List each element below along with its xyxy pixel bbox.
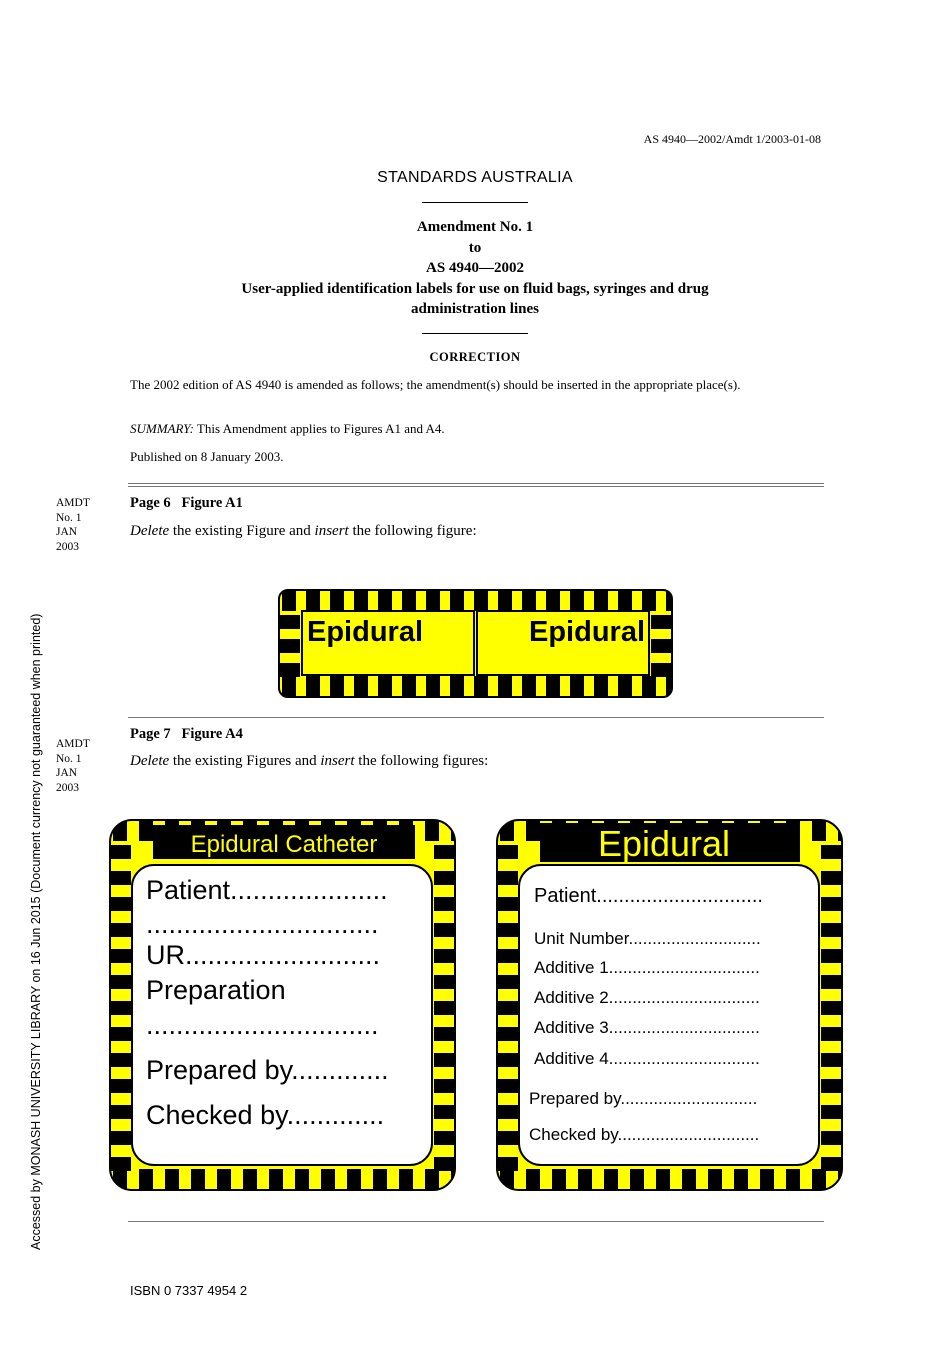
border-stripe bbox=[434, 1131, 456, 1145]
border-stripe bbox=[109, 1131, 131, 1145]
section-rule bbox=[128, 483, 824, 484]
summary-label: SUMMARY: bbox=[130, 421, 194, 436]
figure-a1-epidural-label bbox=[278, 589, 673, 698]
published-date: Published on 8 January 2003. bbox=[130, 449, 284, 464]
border-stripe bbox=[821, 949, 843, 963]
border-stripe bbox=[656, 1169, 670, 1191]
border-stripe bbox=[522, 589, 536, 611]
border-stripe bbox=[642, 676, 656, 698]
unit-number-field: Unit Number............................ bbox=[534, 929, 761, 948]
amendment-title bbox=[130, 217, 820, 320]
section-rule bbox=[128, 717, 824, 718]
border-stripe bbox=[496, 897, 518, 911]
additive-3-field: Additive 3................................ bbox=[534, 1018, 760, 1037]
border-stripe bbox=[282, 589, 296, 611]
title-line: Amendment No. 1 bbox=[416, 219, 534, 235]
border-stripe bbox=[399, 1169, 413, 1191]
additive-1-field: Additive 1................................ bbox=[534, 958, 760, 977]
border-stripe bbox=[496, 1079, 518, 1093]
border-stripe bbox=[109, 871, 131, 885]
border-stripe bbox=[109, 1105, 131, 1119]
divider bbox=[422, 202, 528, 203]
border-stripe bbox=[425, 1169, 439, 1191]
margin-line: JAN bbox=[56, 767, 78, 779]
border-stripe bbox=[434, 1157, 456, 1171]
instruction-text: the following figures: bbox=[354, 753, 489, 769]
border-stripe bbox=[434, 845, 456, 859]
border-stripe bbox=[594, 589, 608, 611]
border-stripe bbox=[618, 589, 632, 611]
border-stripe bbox=[282, 676, 296, 698]
border-stripe bbox=[354, 676, 368, 698]
border-stripe bbox=[496, 845, 518, 859]
border-stripe bbox=[330, 589, 344, 611]
border-stripe bbox=[496, 1157, 518, 1171]
border-stripe bbox=[434, 975, 456, 989]
border-stripe bbox=[295, 1169, 309, 1191]
preparation-field-continued: ............................... bbox=[146, 1010, 379, 1040]
border-stripe bbox=[526, 1169, 540, 1191]
border-stripe bbox=[109, 975, 131, 989]
border-stripe bbox=[113, 819, 127, 841]
border-stripe bbox=[821, 897, 843, 911]
border-stripe bbox=[570, 589, 584, 611]
border-stripe bbox=[109, 949, 131, 963]
border-stripe bbox=[496, 871, 518, 885]
border-stripe bbox=[594, 676, 608, 698]
margin-line: 2003 bbox=[56, 781, 79, 794]
border-stripe bbox=[425, 819, 439, 841]
margin-line: AMDT bbox=[56, 738, 90, 750]
border-stripe bbox=[434, 923, 456, 937]
border-stripe bbox=[496, 975, 518, 989]
margin-line: 2003 bbox=[56, 540, 79, 553]
amendment-margin-note bbox=[56, 496, 90, 554]
border-stripe bbox=[821, 871, 843, 885]
border-stripe bbox=[496, 1053, 518, 1067]
border-stripe bbox=[278, 663, 300, 677]
border-stripe bbox=[354, 589, 368, 611]
border-stripe bbox=[821, 1079, 843, 1093]
border-stripe bbox=[500, 819, 514, 841]
border-stripe bbox=[642, 589, 656, 611]
border-stripe bbox=[450, 589, 464, 611]
border-stripe bbox=[498, 589, 512, 611]
instruction-text: the existing Figures and bbox=[169, 753, 321, 769]
epidural-label-text: Epidural bbox=[307, 616, 424, 648]
border-stripe bbox=[812, 1169, 826, 1191]
border-stripe bbox=[496, 1027, 518, 1041]
epidural-title: Epidural bbox=[597, 823, 731, 864]
border-stripe bbox=[113, 1169, 127, 1191]
border-stripe bbox=[434, 897, 456, 911]
border-stripe bbox=[821, 1157, 843, 1171]
ur-field: UR.......................... bbox=[146, 940, 381, 970]
border-stripe bbox=[604, 1169, 618, 1191]
border-stripe bbox=[546, 589, 560, 611]
border-stripe bbox=[821, 1027, 843, 1041]
margin-line: No. 1 bbox=[56, 752, 82, 765]
border-stripe bbox=[139, 1169, 153, 1191]
border-stripe bbox=[651, 663, 673, 677]
border-stripe bbox=[522, 676, 536, 698]
title-line: administration lines bbox=[411, 301, 539, 317]
border-stripe bbox=[812, 819, 826, 841]
border-stripe bbox=[651, 639, 673, 653]
border-stripe bbox=[474, 676, 488, 698]
epidural-label-text: Epidural bbox=[528, 616, 645, 648]
border-stripe bbox=[278, 615, 300, 629]
figure-a4-epidural-label bbox=[496, 819, 843, 1191]
instruction-text: the following figure: bbox=[348, 523, 477, 539]
page-label: Page 7 bbox=[130, 726, 171, 742]
border-stripe bbox=[402, 589, 416, 611]
section-rule bbox=[128, 1221, 824, 1222]
amendment-instruction bbox=[130, 523, 477, 540]
border-stripe bbox=[330, 676, 344, 698]
border-stripe bbox=[191, 1169, 205, 1191]
border-stripe bbox=[139, 819, 153, 841]
border-stripe bbox=[578, 1169, 592, 1191]
border-stripe bbox=[109, 923, 131, 937]
border-stripe bbox=[552, 1169, 566, 1191]
border-stripe bbox=[434, 1001, 456, 1015]
patient-field-continued: ............................... bbox=[146, 909, 379, 939]
border-stripe bbox=[708, 1169, 722, 1191]
figure-a4-catheter-label bbox=[109, 819, 456, 1191]
section-rule bbox=[128, 486, 824, 487]
prepared-by-field: Prepared by............. bbox=[146, 1055, 389, 1085]
border-stripe bbox=[165, 1169, 179, 1191]
border-stripe bbox=[109, 1079, 131, 1093]
border-stripe bbox=[434, 1079, 456, 1093]
figure-label: Figure A1 bbox=[181, 495, 243, 511]
correction-heading: CORRECTION bbox=[429, 350, 521, 364]
margin-line: No. 1 bbox=[56, 511, 82, 524]
margin-line: AMDT bbox=[56, 497, 90, 509]
border-stripe bbox=[618, 676, 632, 698]
info-panel bbox=[519, 865, 819, 1165]
border-stripe bbox=[269, 1169, 283, 1191]
border-stripe bbox=[217, 1169, 231, 1191]
border-stripe bbox=[821, 1053, 843, 1067]
border-stripe bbox=[378, 676, 392, 698]
summary-paragraph bbox=[130, 420, 821, 437]
border-stripe bbox=[821, 845, 843, 859]
summary-text: This Amendment applies to Figures A1 and A4. bbox=[193, 421, 445, 436]
border-stripe bbox=[434, 871, 456, 885]
border-stripe bbox=[109, 1027, 131, 1041]
border-stripe bbox=[373, 1169, 387, 1191]
border-stripe bbox=[109, 845, 131, 859]
border-stripe bbox=[496, 1001, 518, 1015]
border-stripe bbox=[526, 819, 540, 841]
page-label: Page 6 bbox=[130, 495, 171, 511]
border-stripe bbox=[109, 1157, 131, 1171]
document-reference: AS 4940—2002/Amdt 1/2003-01-08 bbox=[643, 132, 821, 146]
insert-word: insert bbox=[320, 753, 355, 769]
border-stripe bbox=[109, 1053, 131, 1067]
checked-by-field: Checked by.............................. bbox=[529, 1125, 760, 1144]
delete-word: Delete bbox=[130, 753, 170, 769]
border-stripe bbox=[434, 1027, 456, 1041]
amendment-margin-note bbox=[56, 737, 90, 795]
border-stripe bbox=[496, 1105, 518, 1119]
title-line: User-applied identification labels for use on fluid bags, syringes and drug bbox=[241, 280, 709, 297]
organization-name: STANDARDS AUSTRALIA bbox=[377, 169, 573, 186]
access-notice: Accessed by MONASH UNIVERSITY LIBRARY on 16 Jun 2015 (Document currency not guaranteed when printed) bbox=[29, 613, 43, 1250]
margin-line: JAN bbox=[56, 526, 78, 538]
checked-by-field: Checked by............. bbox=[146, 1100, 385, 1130]
border-stripe bbox=[546, 676, 560, 698]
additive-4-field: Additive 4................................ bbox=[534, 1049, 760, 1068]
divider bbox=[422, 333, 528, 334]
patient-field: Patient..................... bbox=[146, 875, 388, 905]
border-stripe bbox=[347, 1169, 361, 1191]
border-stripe bbox=[821, 923, 843, 937]
additive-2-field: Additive 2................................ bbox=[534, 988, 760, 1007]
border-stripe bbox=[426, 676, 440, 698]
border-stripe bbox=[426, 589, 440, 611]
border-stripe bbox=[306, 676, 320, 698]
prepared-by-field: Prepared by............................. bbox=[529, 1089, 758, 1108]
border-stripe bbox=[321, 1169, 335, 1191]
border-stripe bbox=[450, 676, 464, 698]
border-stripe bbox=[651, 615, 673, 629]
title-line: AS 4940—2002 bbox=[426, 260, 524, 276]
border-stripe bbox=[630, 1169, 644, 1191]
amendment-heading bbox=[130, 726, 243, 743]
border-stripe bbox=[786, 1169, 800, 1191]
catheter-title: Epidural Catheter bbox=[190, 831, 378, 858]
border-stripe bbox=[570, 676, 584, 698]
border-stripe bbox=[402, 676, 416, 698]
figure-label: Figure A4 bbox=[181, 726, 243, 742]
border-stripe bbox=[734, 1169, 748, 1191]
border-stripe bbox=[498, 676, 512, 698]
amendment-heading bbox=[130, 495, 243, 512]
border-stripe bbox=[760, 1169, 774, 1191]
border-stripe bbox=[821, 975, 843, 989]
border-stripe bbox=[496, 949, 518, 963]
insert-word: insert bbox=[314, 523, 349, 539]
border-stripe bbox=[821, 1131, 843, 1145]
border-stripe bbox=[496, 923, 518, 937]
border-stripe bbox=[109, 897, 131, 911]
border-stripe bbox=[682, 1169, 696, 1191]
border-stripe bbox=[500, 1169, 514, 1191]
border-stripe bbox=[821, 1001, 843, 1015]
border-stripe bbox=[278, 639, 300, 653]
border-stripe bbox=[821, 1105, 843, 1119]
border-stripe bbox=[496, 1131, 518, 1145]
border-stripe bbox=[434, 949, 456, 963]
isbn: ISBN 0 7337 4954 2 bbox=[130, 1283, 248, 1298]
preparation-field: Preparation bbox=[146, 975, 286, 1005]
intro-paragraph: The 2002 edition of AS 4940 is amended as follows; the amendment(s) should be inserted in the appropriate place(s). bbox=[130, 377, 741, 392]
amendment-instruction bbox=[130, 753, 488, 770]
patient-field: Patient.............................. bbox=[534, 885, 763, 907]
title-line: to bbox=[468, 239, 482, 256]
border-stripe bbox=[243, 1169, 257, 1191]
delete-word: Delete bbox=[130, 523, 170, 539]
border-stripe bbox=[434, 1105, 456, 1119]
border-stripe bbox=[109, 1001, 131, 1015]
border-stripe bbox=[434, 1053, 456, 1067]
instruction-text: the existing Figure and bbox=[169, 523, 315, 539]
border-stripe bbox=[306, 589, 320, 611]
border-stripe bbox=[474, 589, 488, 611]
border-stripe bbox=[378, 589, 392, 611]
